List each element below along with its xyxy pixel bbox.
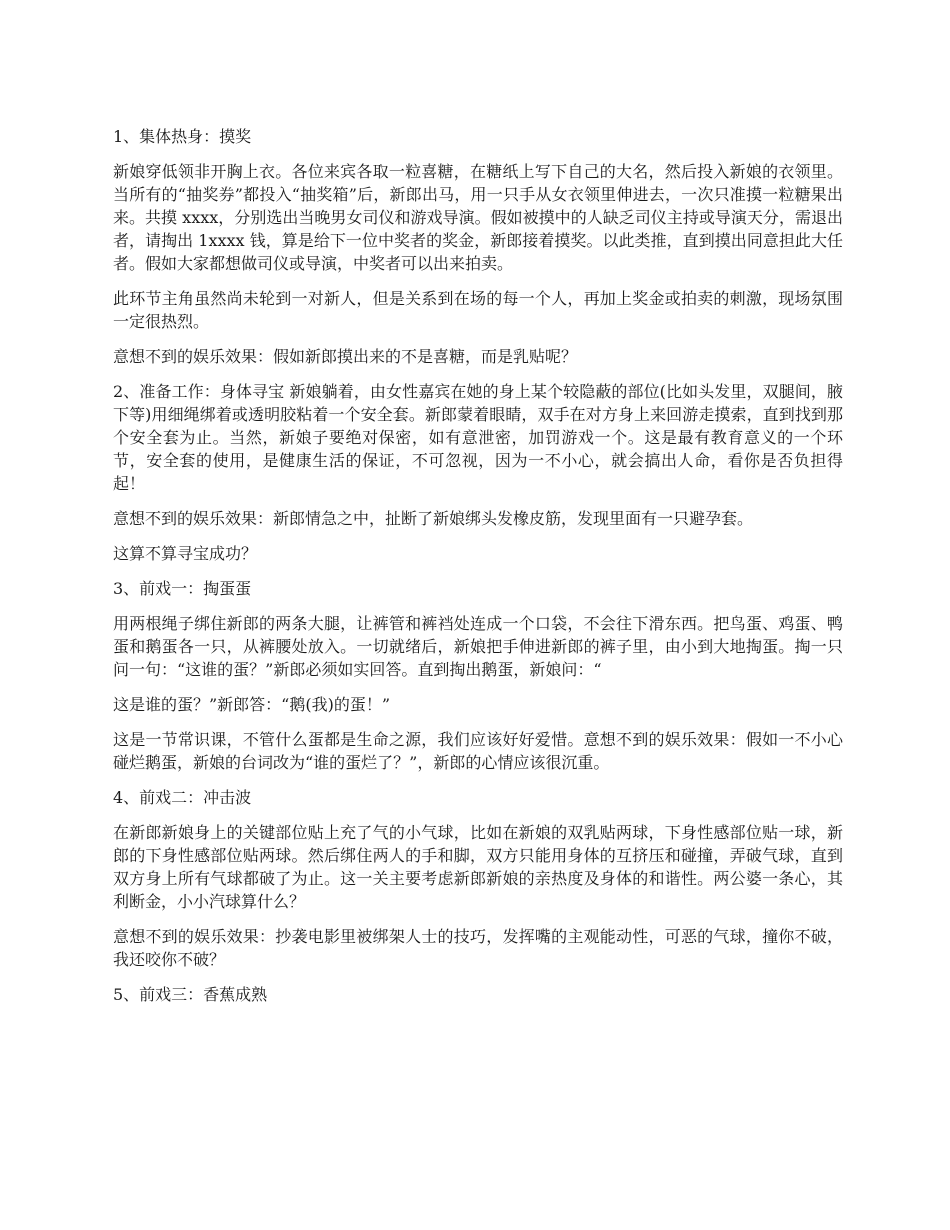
paragraph-eggs-effect: 这是一节常识课，不管什么蛋都是生命之源，我们应该好好爱惜。意想不到的娱乐效果：假如一不小心碰烂鹅蛋，新娘的台词改为“谁的蛋烂了？”，新郎的心情应该很沉重。 xyxy=(113,730,843,772)
document-page xyxy=(113,125,843,1018)
section-heading-4: 4、前戏二：冲击波 xyxy=(113,788,252,807)
paragraph-eggs-rules: 用两根绳子绑住新郎的两条大腿，让裤管和裤裆处连成一个口袋，不会往下滑东西。把鸟蛋、鸡蛋、鸭蛋和鹅蛋各一只，从裤腰处放入。一切就绪后，新娘把手伸进新郎的裤子里，由小到大地掏蛋。掏一只问一句：“这谁的蛋？”新郎必须如实回答。直到掏出鹅蛋，新娘问：“ xyxy=(113,614,843,679)
paragraph-eggs-answer: 这是谁的蛋？”新郎答：“鹅(我)的蛋！” xyxy=(113,695,391,714)
section-heading-1: 1、集体热身：摸奖 xyxy=(113,127,252,146)
section-heading-3: 3、前戏一：掏蛋蛋 xyxy=(113,579,252,598)
paragraph-treasure-effect: 意想不到的娱乐效果：新郎情急之中，扯断了新娘绑头发橡皮筋，发现里面有一只避孕套。 xyxy=(113,509,754,528)
paragraph-balloon-effect: 意想不到的娱乐效果：抄袭电影里被绑架人士的技巧，发挥嘴的主观能动性，可恶的气球，撞你不破，我还咬你不破？ xyxy=(113,927,843,969)
paragraph-treasure-hunt: 2、准备工作：身体寻宝 新娘躺着，由女性嘉宾在她的身上某个较隐蔽的部位(比如头发里，双腿间，腋下等)用细绳绑着或透明胶粘着一个安全套。新郎蒙着眼睛，双手在对方身上来回游走摸索，直到找到那个安全套为止。当然，新娘子要绝对保密，如有意泄密，加罚游戏一个。这是最有教育意义的一个环节，安全套的使用，是健康生活的保证，不可忽视，因为一不小心，就会搞出人命，看你是否负担得起！ xyxy=(113,382,843,493)
paragraph-raffle-effect: 意想不到的娱乐效果：假如新郎摸出来的不是喜糖，而是乳贴呢？ xyxy=(113,347,578,366)
paragraph-raffle-rules: 新娘穿低领非开胸上衣。各位来宾各取一粒喜糖，在糖纸上写下自己的大名，然后投入新娘的衣领里。当所有的“抽奖券”都投入“抽奖箱”后，新郎出马，用一只手从女衣领里伸进去，一次只准摸一粒糖果出来。共摸 xxxx，分别选出当晚男女司仪和游戏导演。假如被摸中的人缺乏司仪主持或导演天分，需退出者，请掏出 1xxxx 钱，算是给下一位中奖者的奖金，新郎接着摸奖。以此类推，直到摸出同意担此大任者。假如大家都想做司仪或导演，中奖者可以出来拍卖。 xyxy=(113,162,843,273)
paragraph-balloon-rules: 在新郎新娘身上的关键部位贴上充了气的小气球，比如在新娘的双乳贴两球，下身性感部位贴一球，新郎的下身性感部位贴两球。然后绑住两人的手和脚，双方只能用身体的互挤压和碰撞，弄破气球，直到双方身上所有气球都破了为止。这一关主要考虑新郎新娘的亲热度及身体的和谐性。两公婆一条心，其利断金，小小汽球算什么？ xyxy=(113,823,843,911)
section-heading-5: 5、前戏三：香蕉成熟 xyxy=(113,985,268,1004)
paragraph-raffle-atmosphere: 此环节主角虽然尚未轮到一对新人，但是关系到在场的每一个人，再加上奖金或拍卖的刺激，现场氛围一定很热烈。 xyxy=(113,289,843,331)
paragraph-treasure-question: 这算不算寻宝成功？ xyxy=(113,544,258,563)
